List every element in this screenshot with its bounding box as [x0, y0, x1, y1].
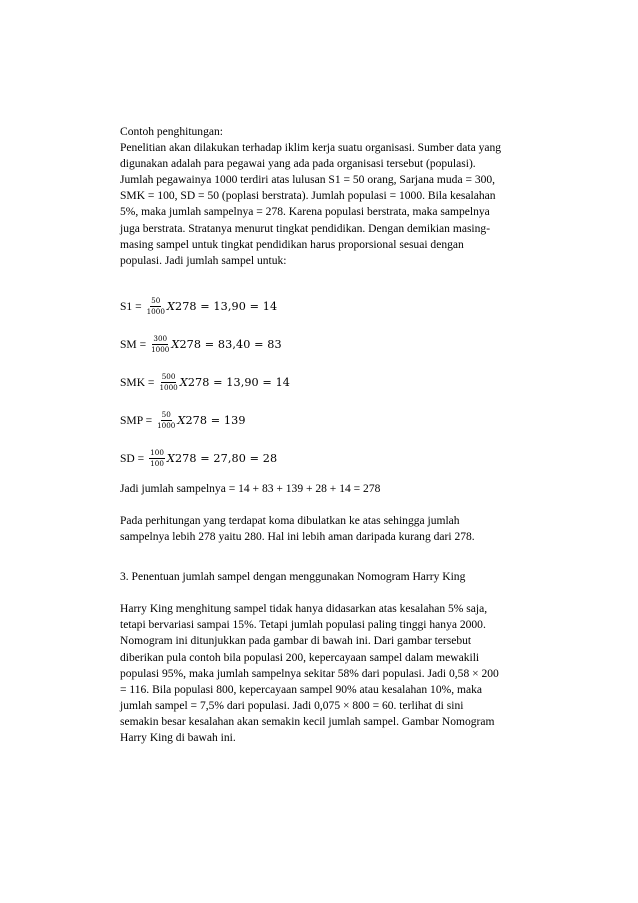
equation-smp	[120, 409, 545, 447]
section-3-line: Harry King di bawah ini.	[120, 731, 236, 744]
equation-smk	[120, 371, 545, 409]
equation-label: SMP =	[120, 414, 153, 427]
equation-list	[120, 295, 545, 481]
equation-sm	[120, 333, 545, 371]
equation-variable: X	[177, 413, 186, 427]
equation-label: S1 =	[120, 300, 142, 313]
fraction-numerator: 50	[151, 296, 161, 306]
equation-fraction	[151, 335, 169, 354]
equation-s1	[120, 295, 545, 333]
rounding-line: Pada perhitungan yang terdapat koma dibulatkan ke atas sehingga jumlah	[120, 514, 460, 527]
intro-line: Jumlah pegawainya 1000 terdiri atas lulusan S1 = 50 orang, Sarjana muda = 300,	[120, 174, 496, 187]
intro-line: Penelitian akan dilakukan terhadap iklim kerja suatu organisasi. Sumber data yang	[120, 142, 502, 155]
intro-line: populasi. Jadi jumlah sampel untuk:	[120, 254, 287, 267]
equation-expression: 278 = 13,90 = 14	[187, 375, 291, 389]
equation-label: SD =	[120, 452, 145, 465]
fraction-denominator: 1000	[151, 345, 170, 355]
equation-label: SMK =	[120, 376, 155, 389]
fraction-numerator: 100	[150, 448, 164, 458]
intro-line: 5%, maka jumlah sampelnya = 278. Karena populasi berstrata, maka sampelnya	[120, 206, 490, 219]
total-sample-line: Jadi jumlah sampelnya = 14 + 83 + 139 + 28 + 14 = 278	[120, 482, 381, 495]
equation-variable: X	[171, 337, 180, 351]
equation-sd	[120, 447, 545, 481]
example-heading: Contoh penghitungan:	[120, 126, 223, 138]
equation-expression: 278 = 27,80 = 28	[174, 451, 278, 465]
section-3-line: jumlah sampel = 7,5% dari populasi. Jadi 0,075 × 800 = 60. terlihat di sini	[120, 699, 464, 712]
intro-paragraph	[120, 140, 545, 269]
equation-fraction	[147, 297, 165, 316]
fraction-numerator: 500	[161, 372, 176, 382]
equation-expression: 278 = 13,90 = 14	[174, 299, 278, 313]
section-3-line: = 116. Bila populasi 800, kepercayaan sampel 90% atau kesalahan 10%, maka	[120, 683, 482, 696]
equation-expression: 278 = 83,40 = 83	[179, 337, 282, 351]
fraction-numerator: 50	[161, 410, 171, 420]
section-3-heading: 3. Penentuan jumlah sampel dengan menggunakan Nomogram Harry King	[120, 571, 466, 584]
document-body	[120, 124, 545, 746]
fraction-numerator: 300	[153, 334, 168, 344]
fraction-denominator: 1000	[157, 421, 176, 431]
fraction-denominator: 100	[150, 459, 164, 469]
intro-line: SMK = 100, SD = 50 (poplasi berstrata). Jumlah populasi = 1000. Bila kesalahan	[120, 190, 496, 203]
equation-fraction	[149, 449, 165, 468]
equation-fraction	[157, 411, 175, 430]
rounding-paragraph	[120, 513, 545, 545]
section-3-line: tetapi bervariasi sampai 15%. Tetapi jumlah populasi paling tinggi hanya 2000.	[120, 619, 486, 632]
section-3-line: diberikan pula contoh bila populasi 200, kepercayaan sampel dalam mewakili	[120, 651, 480, 664]
equation-variable: X	[179, 375, 188, 389]
intro-line: digunakan adalah para pegawai yang ada pada organisasi tersebut (populasi).	[120, 158, 476, 171]
fraction-denominator: 1000	[159, 383, 178, 393]
intro-line: juga berstrata. Stratanya menurut tingkat pendidikan. Dengan demikian masing-	[120, 222, 491, 235]
equation-variable: X	[166, 299, 175, 313]
section-3-line: populasi 95%, maka jumlah sampelnya sekitar 58% dari populasi. Jadi 0,58 × 200	[120, 667, 499, 680]
fraction-denominator: 1000	[146, 307, 165, 317]
section-3-line: semakin besar kesalahan akan semakin kecil jumlah sampel. Gambar Nomogram	[120, 715, 495, 728]
equation-fraction	[159, 373, 177, 392]
equation-variable: X	[166, 451, 175, 465]
rounding-line: sampelnya lebih 278 yaitu 280. Hal ini lebih aman daripada kurang dari 278.	[120, 531, 475, 544]
equation-expression: 278 = 139	[185, 413, 246, 427]
section-3-paragraph	[120, 601, 545, 746]
section-3-line: Harry King menghitung sampel tidak hanya didasarkan atas kesalahan 5% saja,	[120, 603, 488, 616]
equation-label: SM =	[120, 338, 147, 351]
intro-line: masing sampel untuk tingkat pendidikan harus proporsional sesuai dengan	[120, 238, 464, 251]
section-3-line: Nomogram ini ditunjukkan pada gambar di bawah ini. Dari gambar tersebut	[120, 635, 472, 648]
